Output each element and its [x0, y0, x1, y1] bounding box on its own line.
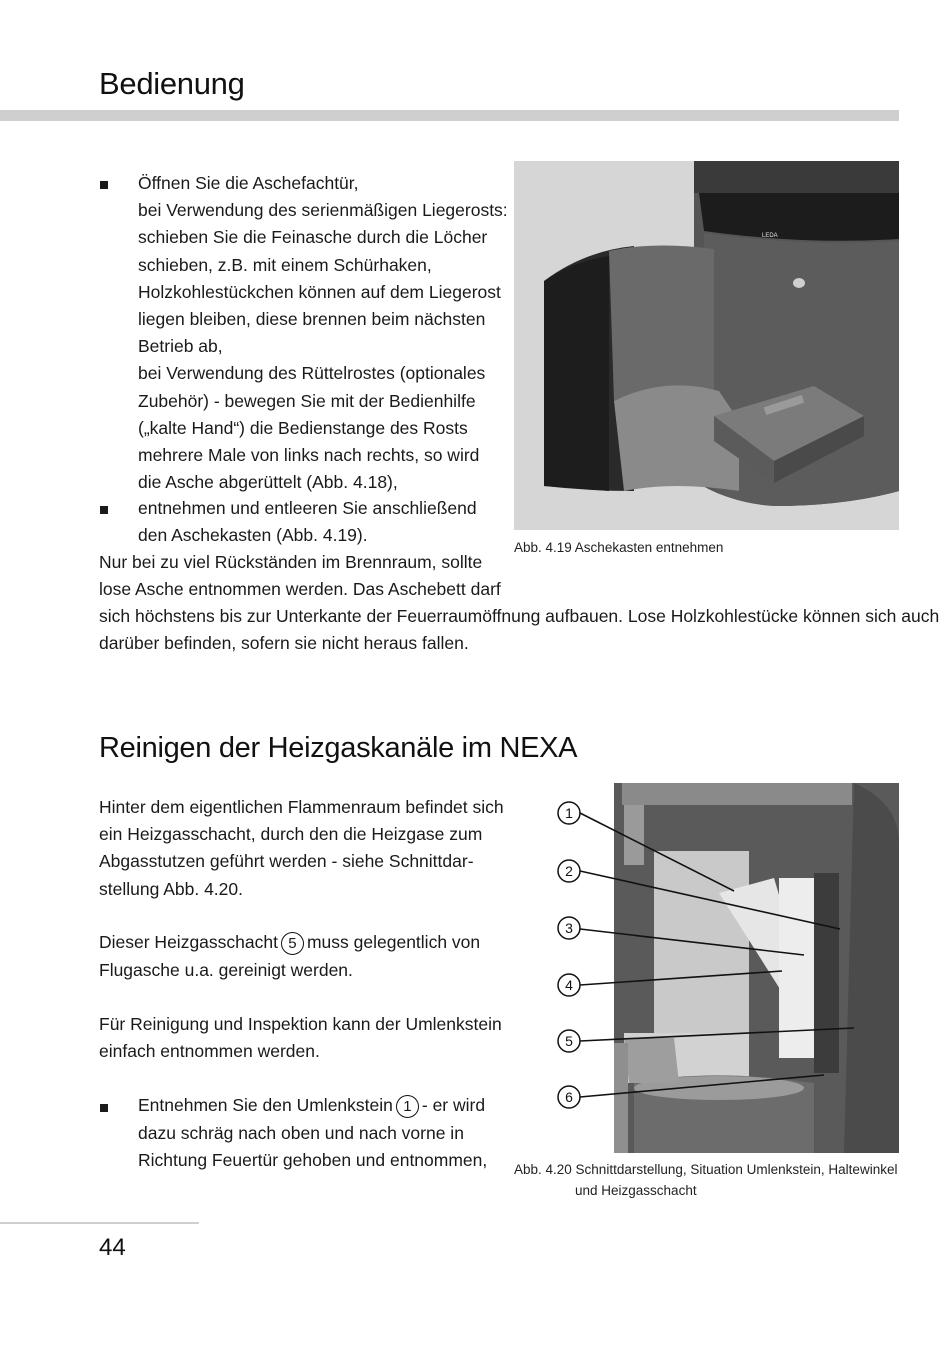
callout-label: 1 [565, 805, 573, 821]
bullet-marker [100, 1104, 108, 1112]
page-header-title: Bedienung [99, 66, 245, 101]
page-number: 44 [99, 1234, 126, 1261]
cross-section-illustration [514, 783, 899, 1153]
paragraph-flue-shaft-intro: Hinter dem eigentlichen Flammenraum befindet sich ein Heizgasschacht, durch den die Heizgase zum Abgasstutzen geführt werden - siehe Schnittdar- stellung Abb. 4.20. [99, 797, 504, 899]
figure-ash-box-photo [514, 161, 899, 530]
callout-label: 2 [565, 863, 573, 879]
figure-caption-4-20: Abb. 4.20 Schnittdarstellung, Situation Umlenkstein, Haltewinkel [514, 1162, 898, 1177]
footer-divider [0, 1222, 199, 1224]
callout-label: 5 [565, 1033, 573, 1049]
callout-label: 3 [565, 920, 573, 936]
paragraph-line: darüber befinden, sofern sie nicht heraus fallen. [99, 633, 469, 653]
section-heading-clean-flue-channels: Reinigen der Heizgaskanäle im NEXA [99, 732, 578, 764]
paragraph-inspection: Für Reinigung und Inspektion kann der Umlenkstein einfach entnommen werden. [99, 1014, 502, 1062]
callout-label: 4 [565, 977, 573, 993]
stove-illustration [514, 161, 899, 530]
paragraph-line: sich höchstens bis zur Unterkante der Feuerraumöffnung aufbauen. Lose Holzkohlestücke können sich auch [99, 606, 940, 626]
stove-logo: LEDA [762, 233, 778, 239]
bullet-text: - er wird [421, 1095, 486, 1115]
bullet-text-open-ash-door: Öffnen Sie die Aschefachtür, bei Verwendung des serienmäßigen Liegerosts: schieben Sie die Feinasche durch die Löcher schieben, z.B. mit einem Schürhaken, Holzkohlestückchen können auf dem Liegerost liegen bleiben, diese brennen beim nächsten Betrieb ab, bei Verwendung des Rüttelrostes (optionales Zubehör) - bewegen Sie mit der Bedienhilfe („kalte Hand“) die Bedienstange des Rosts mehrere Male von links nach rechts, so wird die Asche abgerüttelt (Abb. 4.18), [138, 173, 508, 493]
paragraph-flue-cleaning [99, 929, 480, 956]
figure-caption-4-19: Abb. 4.19 Aschekasten entnehmen [514, 540, 724, 555]
callout-label: 6 [565, 1089, 573, 1105]
paragraph-line: lose Asche entnommen werden. Das Aschebett darf [99, 579, 501, 599]
bullet-text-continued: dazu schräg nach oben und nach vorne in Richtung Feuertür gehoben und entnommen, [138, 1123, 488, 1171]
callout-number-1: 1 [396, 1095, 419, 1118]
paragraph-text: muss gelegentlich von [306, 932, 481, 952]
callout-number-5: 5 [281, 932, 304, 955]
header-divider [0, 110, 899, 121]
bullet-marker [100, 506, 108, 514]
bullet-text: Entnehmen Sie den Umlenkstein [138, 1095, 393, 1115]
paragraph-text: Dieser Heizgasschacht [99, 932, 278, 952]
bullet-text-remove-deflector [138, 1092, 485, 1119]
bullet-marker [100, 181, 108, 189]
figure-cross-section [514, 783, 899, 1153]
paragraph-line: Nur bei zu viel Rückständen im Brennraum, sollte [99, 552, 483, 572]
paragraph-line: Flugasche u.a. gereinigt werden. [99, 960, 353, 980]
figure-caption-4-20-line2: und Heizgasschacht [575, 1183, 697, 1198]
bullet-text-empty-ash-box: entnehmen und entleeren Sie anschließend den Aschekasten (Abb. 4.19). [138, 498, 477, 546]
